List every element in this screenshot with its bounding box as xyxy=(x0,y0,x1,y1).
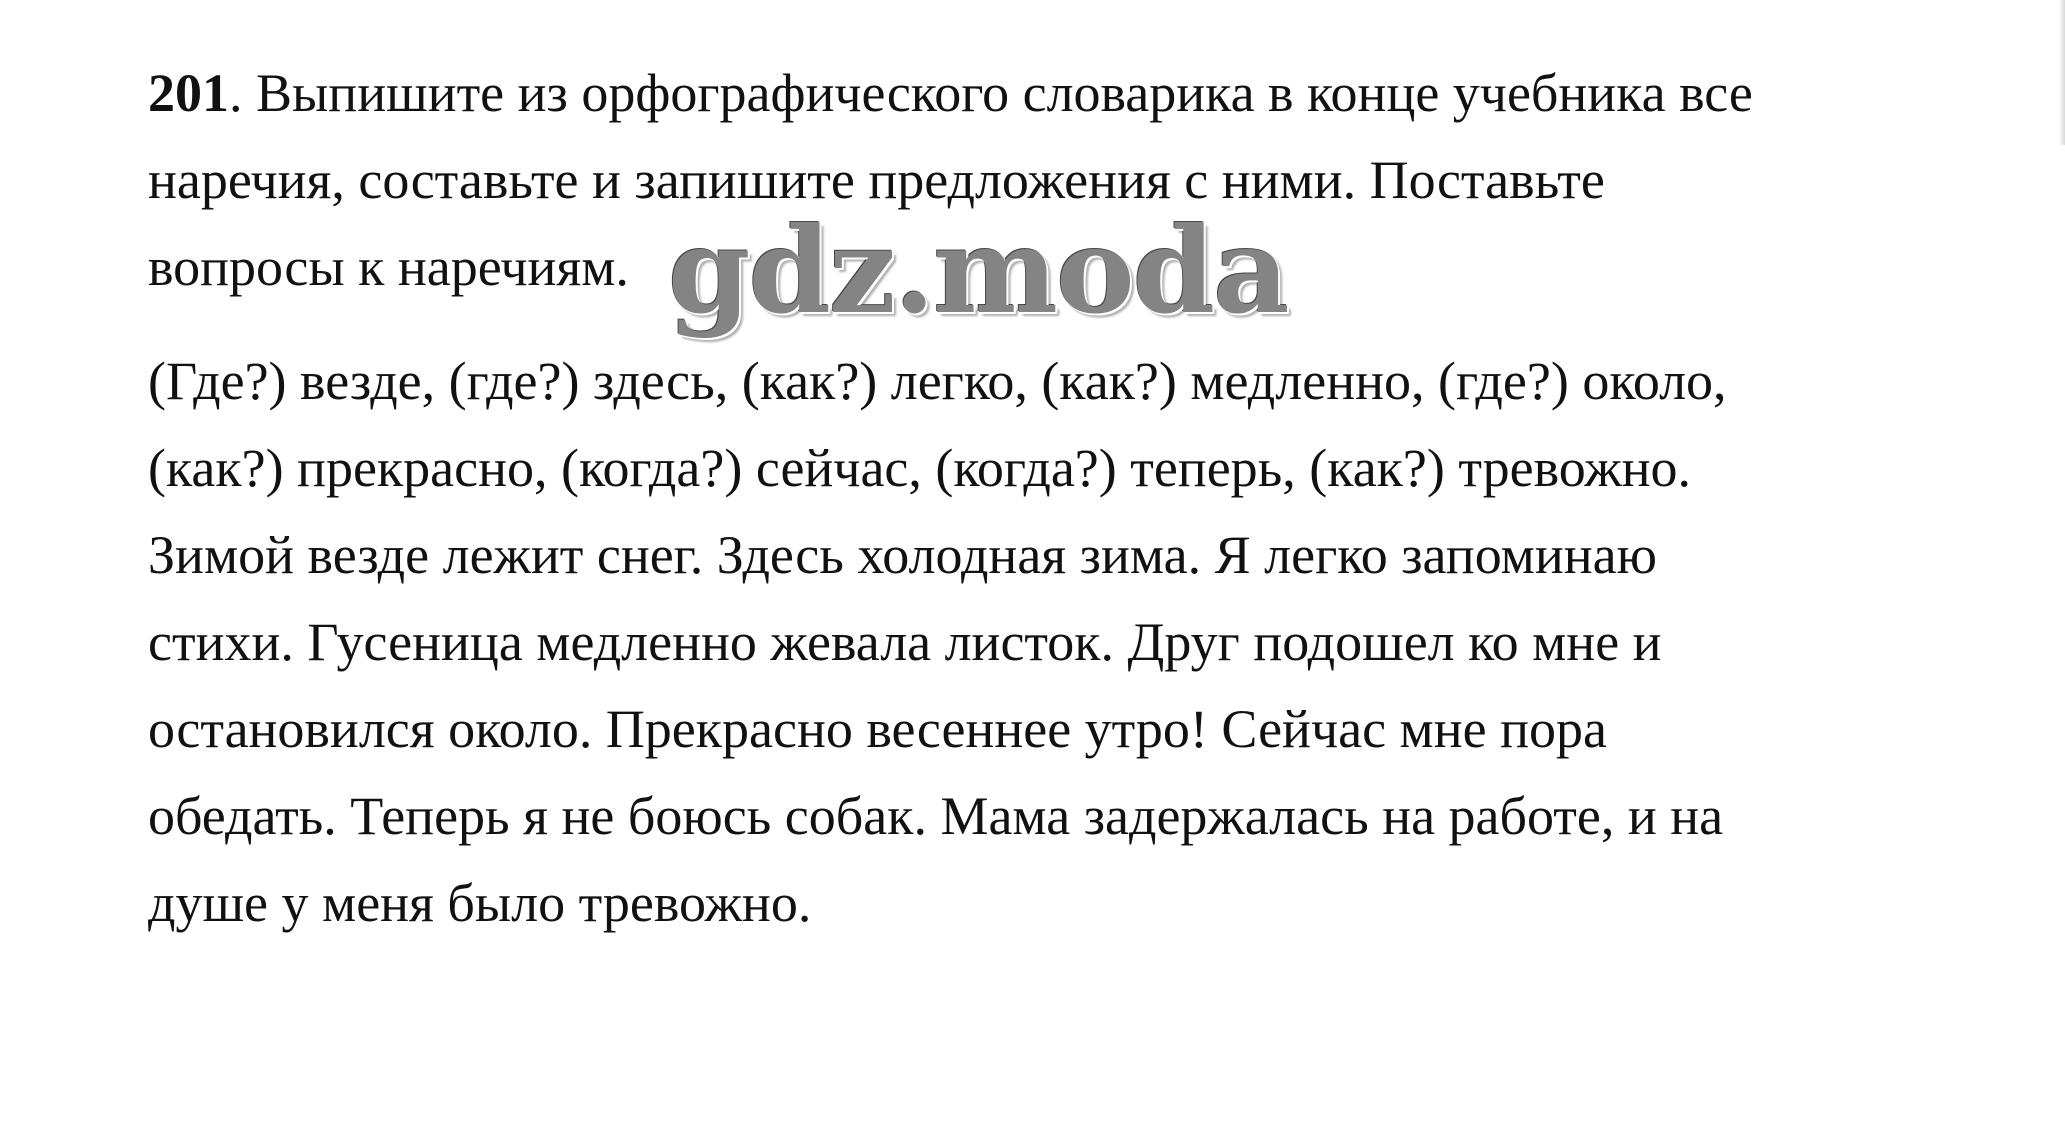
answer-line: стихи. Гусеница медленно жевала листок. Друг подошел ко мне и xyxy=(148,612,1662,672)
answer-line: обедать. Теперь я не боюсь собак. Мама задержалась на работе, и на xyxy=(148,786,1724,846)
answer-text xyxy=(148,338,1978,947)
scan-edge-mark xyxy=(2059,0,2065,145)
task-number: 201 xyxy=(148,63,229,123)
task-text-start: . Выпишите из орфографического словарика в конце учебника все xyxy=(229,63,1753,123)
task-line-2: наречия, составьте и запишите предложения с ними. Поставьте xyxy=(148,150,1605,210)
task-line-1 xyxy=(148,50,1978,137)
task-line-3: вопросы к наречиям. xyxy=(148,237,629,297)
answer-line: (Где?) везде, (где?) здесь, (как?) легко, (как?) медленно, (где?) около, xyxy=(148,351,1727,411)
answer-line: душе у меня было тревожно. xyxy=(148,873,812,933)
answer-line: (как?) прекрасно, (когда?) сейчас, (когда?) теперь, (как?) тревожно. xyxy=(148,438,1692,498)
watermark-logo: gdz.moda xyxy=(668,201,1288,340)
answer-line: Зимой везде лежит снег. Здесь холодная зима. Я легко запоминаю xyxy=(148,525,1657,585)
answer-line: остановился около. Прекрасно весеннее утро! Сейчас мне пора xyxy=(148,699,1607,759)
